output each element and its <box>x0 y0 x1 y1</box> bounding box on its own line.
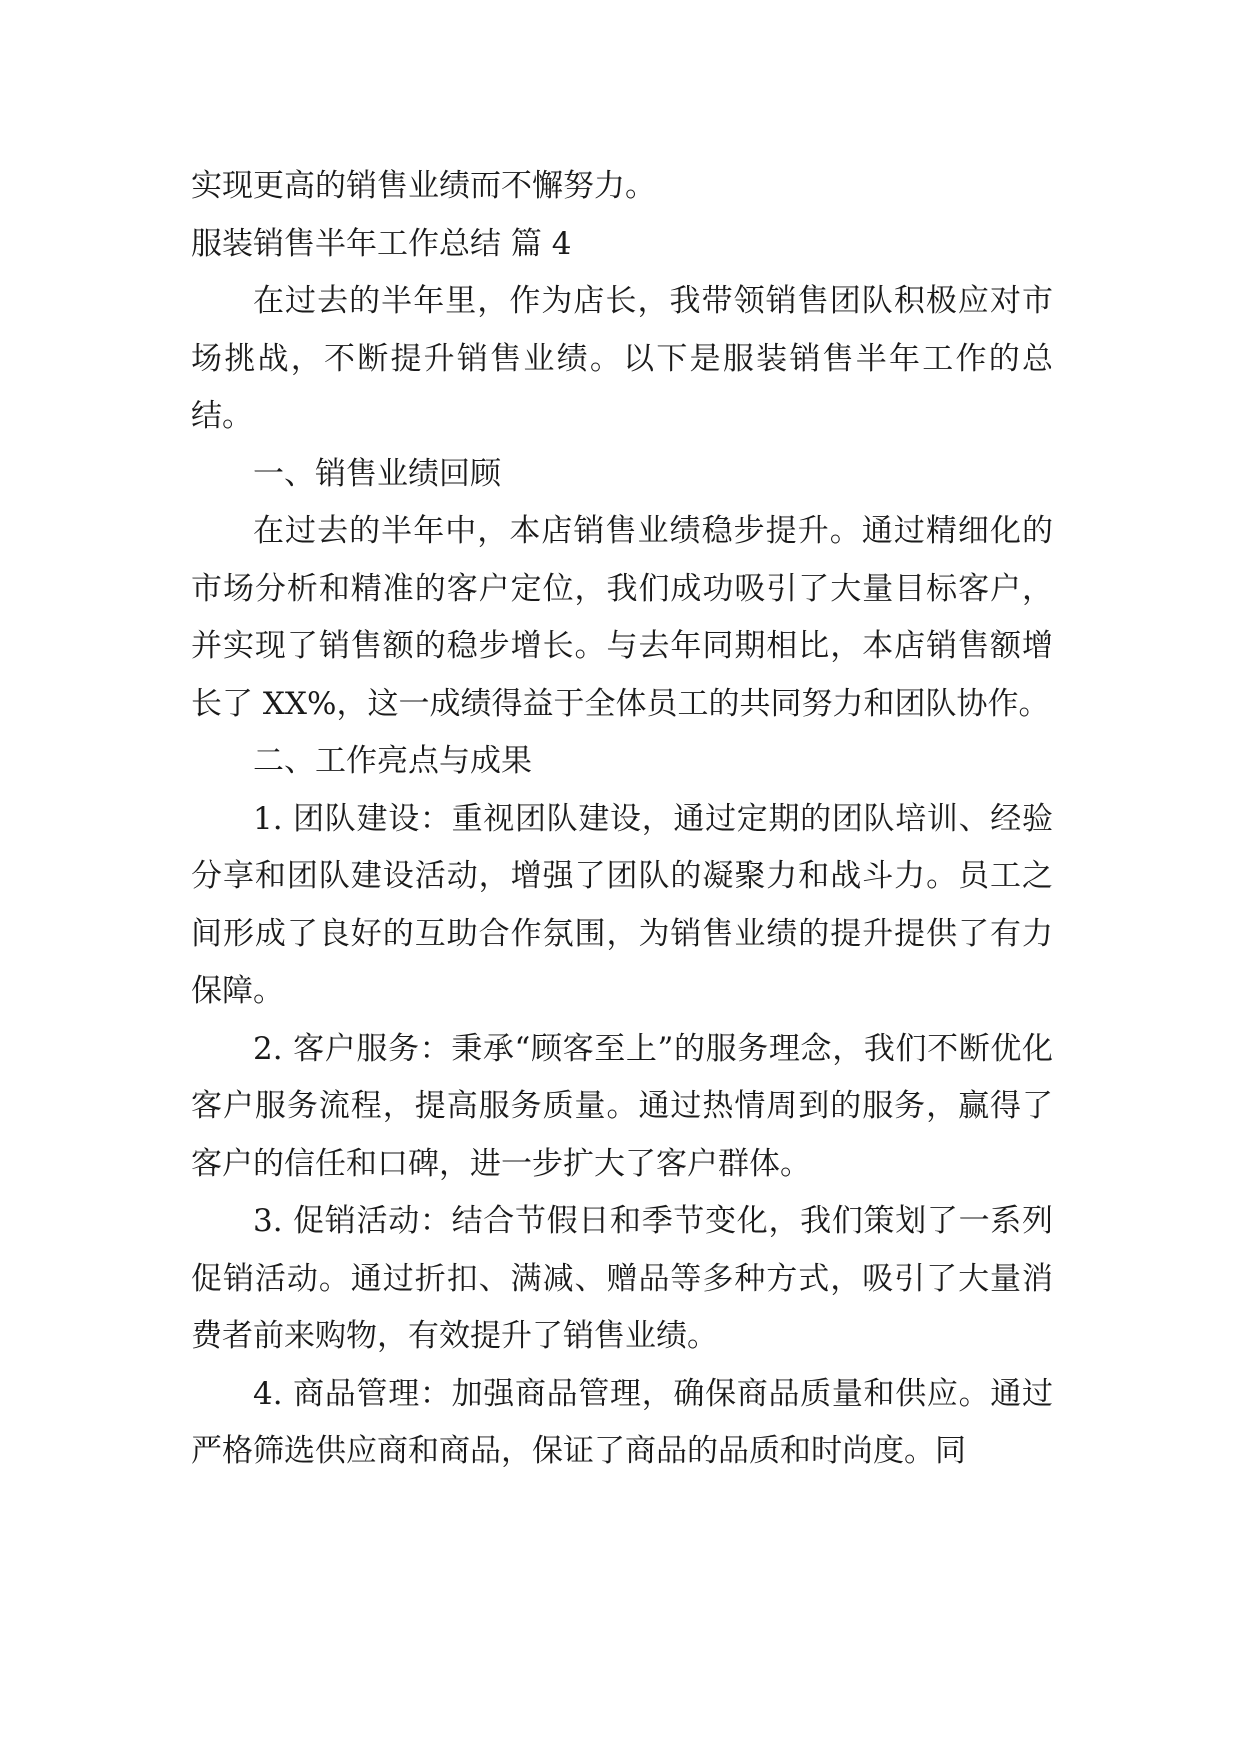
section2-title: 二、工作亮点与成果 <box>253 743 532 779</box>
section-heading: 服装销售半年工作总结 篇 4 <box>191 225 572 262</box>
section1-title: 一、销售业绩回顾 <box>253 455 501 492</box>
document-body <box>191 158 1053 1481</box>
intro-paragraph: 在过去的半年里，作为店长，我带领销售团队积极应对市场挑战，不断提升销售业绩。以下是服装销售半年工作的总结。 <box>191 283 1053 434</box>
section1-paragraph: 在过去的半年中，本店销售业绩稳步提升。通过精细化的市场分析和精准的客户定位，我们成功吸引了大量目标客户，并实现了销售额的稳步增长。与去年同期相比，本店销售额增长了 XX%，这一成绩得益于全体员工的共同努力和团队协作。 <box>191 513 1053 722</box>
item-customer-service: 2. 客户服务：秉承“顾客至上”的服务理念，我们不断优化客户服务流程，提高服务质量。通过热情周到的服务，赢得了客户的信任和口碑，进一步扩大了客户群体。 <box>191 1030 1053 1182</box>
item-team-building: 1. 团队建设：重视团队建设，通过定期的团队培训、经验分享和团队建设活动，增强了团队的凝聚力和战斗力。员工之间形成了良好的互助合作氛围，为销售业绩的提升提供了有力保障。 <box>191 800 1053 1009</box>
item-product-management: 4. 商品管理：加强商品管理，确保商品质量和供应。通过严格筛选供应商和商品，保证了商品的品质和时尚度。同 <box>191 1375 1053 1469</box>
continuation-text: 实现更高的销售业绩而不懈努力。 <box>191 168 656 204</box>
item-promotions: 3. 促销活动：结合节假日和季节变化，我们策划了一系列促销活动。通过折扣、满减、赠品等多种方式，吸引了大量消费者前来购物，有效提升了销售业绩。 <box>191 1203 1053 1354</box>
